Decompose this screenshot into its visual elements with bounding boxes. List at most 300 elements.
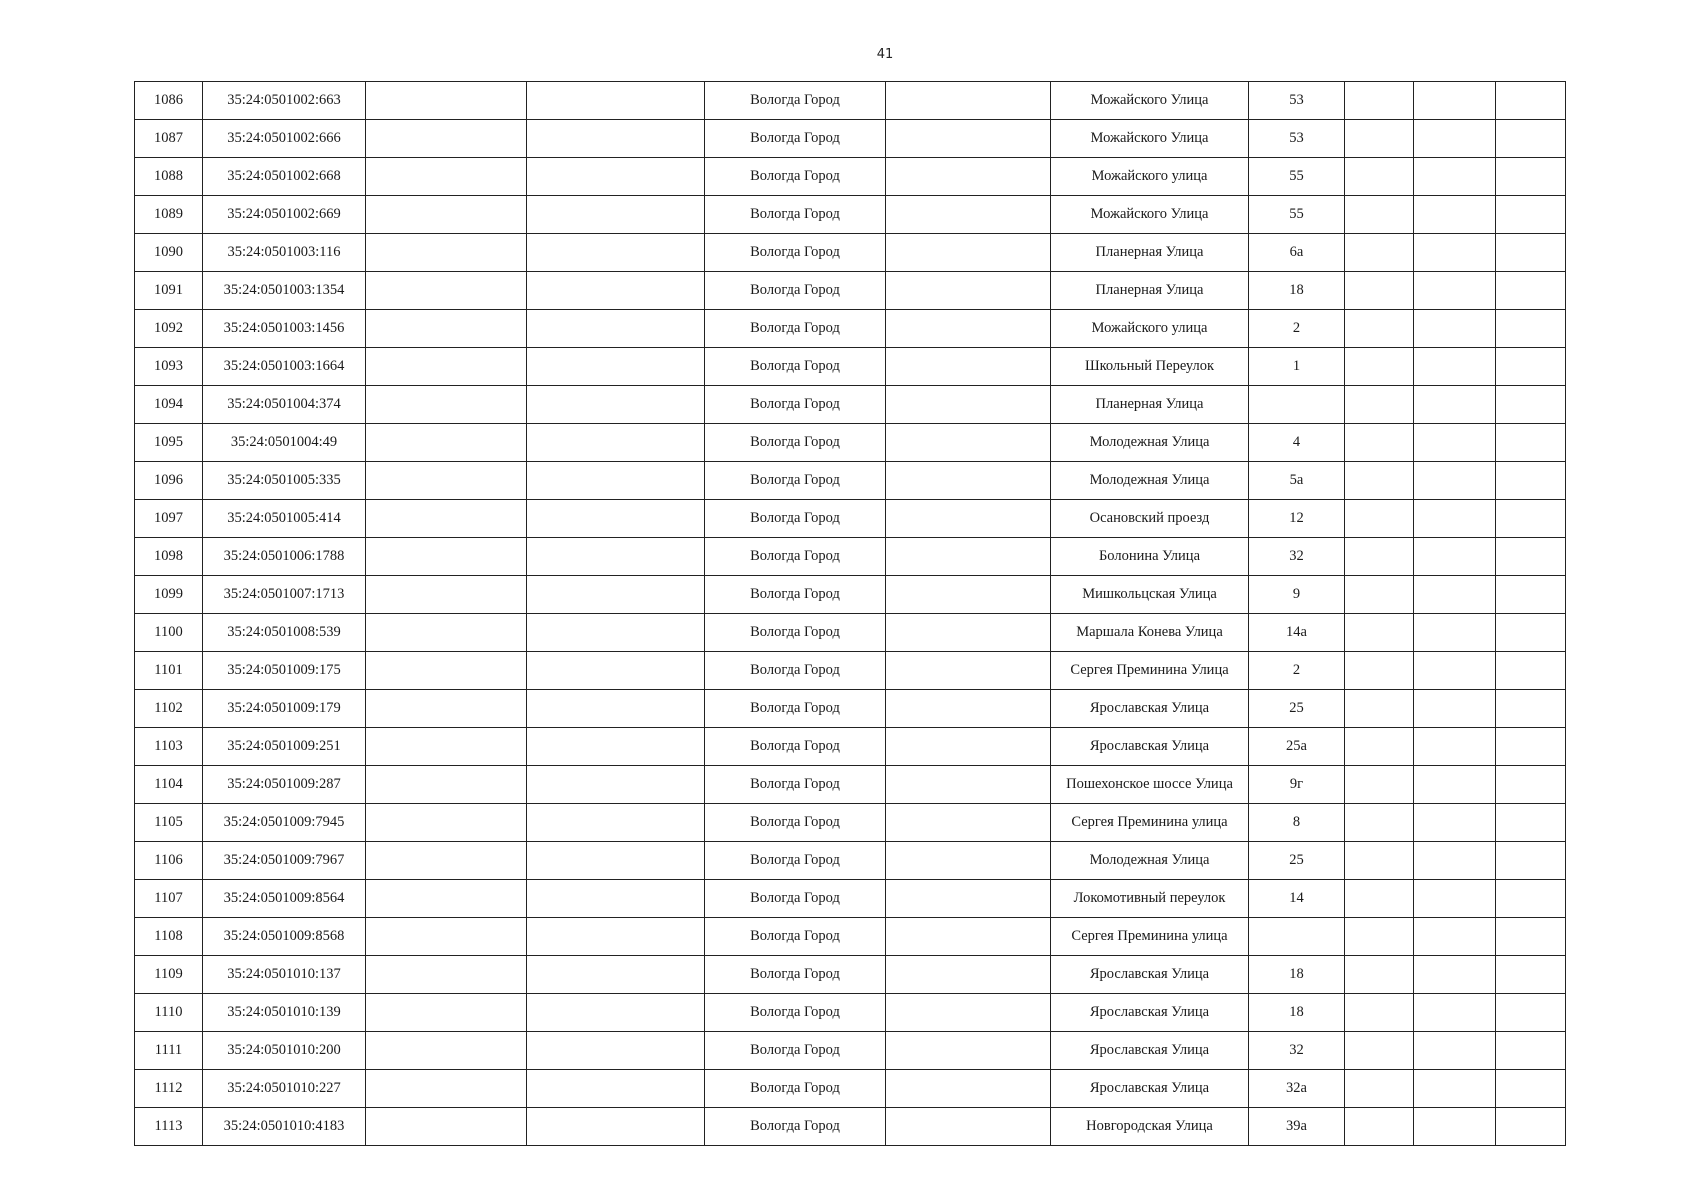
cell-cadastral-number: 35:24:0501009:7967 [203,842,366,880]
cell-empty [1496,880,1566,918]
cell-empty [886,500,1051,538]
cell-empty [1496,576,1566,614]
cell-empty [886,348,1051,386]
cell-street: Ярославская Улица [1051,956,1249,994]
cell-city: Вологда Город [705,196,886,234]
cell-cadastral-number: 35:24:0501009:287 [203,766,366,804]
cell-cadastral-number: 35:24:0501002:663 [203,82,366,120]
cell-row-number: 1093 [135,348,203,386]
cell-empty [1496,538,1566,576]
cell-empty [1496,386,1566,424]
cell-house-number: 4 [1249,424,1345,462]
cell-cadastral-number: 35:24:0501009:179 [203,690,366,728]
cell-house-number: 12 [1249,500,1345,538]
cell-empty [1414,234,1496,272]
cell-empty [1345,880,1414,918]
cell-cadastral-number: 35:24:0501010:4183 [203,1108,366,1146]
cell-empty [1414,804,1496,842]
cell-empty [1345,614,1414,652]
cell-city: Вологда Город [705,880,886,918]
cell-empty [1496,82,1566,120]
table-row [135,614,1566,652]
cell-empty [527,120,705,158]
cell-empty [366,538,527,576]
cell-city: Вологда Город [705,82,886,120]
cell-house-number: 1 [1249,348,1345,386]
cell-empty [366,424,527,462]
table-row [135,842,1566,880]
cell-house-number: 9 [1249,576,1345,614]
cell-empty [1345,690,1414,728]
cell-empty [1345,272,1414,310]
cell-city: Вологда Город [705,956,886,994]
cell-cadastral-number: 35:24:0501003:116 [203,234,366,272]
cell-empty [1414,614,1496,652]
cell-empty [886,234,1051,272]
cell-street: Можайского Улица [1051,82,1249,120]
cell-city: Вологда Город [705,1032,886,1070]
cell-empty [366,956,527,994]
cell-empty [527,880,705,918]
cell-street: Новгородская Улица [1051,1108,1249,1146]
cell-cadastral-number: 35:24:0501003:1354 [203,272,366,310]
cell-empty [1414,386,1496,424]
cell-empty [366,120,527,158]
cell-street: Можайского улица [1051,310,1249,348]
cell-city: Вологда Город [705,234,886,272]
table-row [135,424,1566,462]
cell-empty [527,1032,705,1070]
cell-empty [1345,956,1414,994]
cell-empty [886,538,1051,576]
cell-cadastral-number: 35:24:0501005:335 [203,462,366,500]
cell-empty [527,462,705,500]
cell-empty [1496,842,1566,880]
cell-street: Можайского Улица [1051,196,1249,234]
table-row [135,1108,1566,1146]
cell-cadastral-number: 35:24:0501010:200 [203,1032,366,1070]
cell-row-number: 1113 [135,1108,203,1146]
cell-house-number: 32 [1249,1032,1345,1070]
cell-empty [1414,348,1496,386]
cell-empty [1414,538,1496,576]
cell-street: Молодежная Улица [1051,842,1249,880]
cell-empty [886,120,1051,158]
cell-city: Вологда Город [705,766,886,804]
cell-city: Вологда Город [705,424,886,462]
cell-street: Ярославская Улица [1051,994,1249,1032]
cell-house-number: 32а [1249,1070,1345,1108]
cell-empty [1496,424,1566,462]
cell-empty [527,614,705,652]
table-row [135,310,1566,348]
cell-empty [1345,918,1414,956]
cell-empty [886,386,1051,424]
cell-empty [1496,234,1566,272]
cell-city: Вологда Город [705,576,886,614]
cell-empty [1345,1108,1414,1146]
cell-empty [1414,1032,1496,1070]
cell-cadastral-number: 35:24:0501003:1456 [203,310,366,348]
cell-empty [366,1070,527,1108]
cell-empty [1496,120,1566,158]
table-row [135,880,1566,918]
cell-empty [1345,1032,1414,1070]
cell-row-number: 1112 [135,1070,203,1108]
cell-empty [1496,956,1566,994]
cell-empty [1496,994,1566,1032]
cell-house-number [1249,386,1345,424]
cell-house-number: 9г [1249,766,1345,804]
cell-street: Локомотивный переулок [1051,880,1249,918]
cell-city: Вологда Город [705,348,886,386]
cell-house-number: 39а [1249,1108,1345,1146]
cell-row-number: 1091 [135,272,203,310]
table-row [135,158,1566,196]
cell-empty [1496,500,1566,538]
table-row [135,234,1566,272]
cell-empty [1414,880,1496,918]
page-number: 41 [876,47,894,62]
cell-empty [527,538,705,576]
cell-cadastral-number: 35:24:0501005:414 [203,500,366,538]
cell-city: Вологда Город [705,538,886,576]
table-row [135,956,1566,994]
cell-street: Ярославская Улица [1051,690,1249,728]
cell-row-number: 1108 [135,918,203,956]
cell-empty [527,728,705,766]
cell-empty [1414,1108,1496,1146]
cell-empty [366,310,527,348]
cell-empty [366,386,527,424]
cell-city: Вологда Город [705,728,886,766]
cell-empty [527,994,705,1032]
cell-empty [1496,1032,1566,1070]
cell-empty [366,500,527,538]
table-row [135,994,1566,1032]
cell-street: Мишкольцская Улица [1051,576,1249,614]
cell-empty [886,690,1051,728]
cell-empty [1345,424,1414,462]
cell-street: Молодежная Улица [1051,462,1249,500]
cell-empty [527,652,705,690]
cell-street: Маршала Конева Улица [1051,614,1249,652]
cell-empty [1345,576,1414,614]
cell-empty [366,690,527,728]
cell-row-number: 1089 [135,196,203,234]
cell-empty [1496,196,1566,234]
table-row [135,576,1566,614]
cell-empty [1496,310,1566,348]
cell-row-number: 1102 [135,690,203,728]
cell-cadastral-number: 35:24:0501006:1788 [203,538,366,576]
cell-house-number: 2 [1249,310,1345,348]
cell-empty [1414,728,1496,766]
cell-empty [527,158,705,196]
cell-city: Вологда Город [705,918,886,956]
cell-row-number: 1103 [135,728,203,766]
cell-empty [366,1032,527,1070]
cell-empty [366,842,527,880]
cell-empty [1496,690,1566,728]
table-row [135,500,1566,538]
cell-street: Пошехонское шоссе Улица [1051,766,1249,804]
cell-empty [366,348,527,386]
cell-empty [1496,1070,1566,1108]
table-row [135,120,1566,158]
cell-row-number: 1104 [135,766,203,804]
cell-empty [1414,1070,1496,1108]
cell-street: Осановский проезд [1051,500,1249,538]
cell-empty [1496,158,1566,196]
cell-empty [886,918,1051,956]
cell-house-number: 18 [1249,994,1345,1032]
cell-house-number: 32 [1249,538,1345,576]
cell-empty [1496,272,1566,310]
cell-empty [527,576,705,614]
cell-street: Молодежная Улица [1051,424,1249,462]
cell-empty [1496,614,1566,652]
cell-empty [886,310,1051,348]
cell-empty [1345,994,1414,1032]
table-row [135,918,1566,956]
cell-empty [886,728,1051,766]
cell-empty [527,272,705,310]
cell-empty [1345,728,1414,766]
cell-empty [527,690,705,728]
cell-empty [886,614,1051,652]
cell-house-number: 25 [1249,690,1345,728]
cell-empty [1345,158,1414,196]
table-row [135,462,1566,500]
cell-empty [1414,842,1496,880]
cell-empty [1345,348,1414,386]
cell-cadastral-number: 35:24:0501007:1713 [203,576,366,614]
cell-empty [886,1032,1051,1070]
cell-empty [527,766,705,804]
cell-empty [1345,310,1414,348]
table-row [135,1032,1566,1070]
cell-empty [527,348,705,386]
cell-empty [1414,918,1496,956]
cell-empty [527,424,705,462]
cell-empty [366,462,527,500]
cell-city: Вологда Город [705,386,886,424]
cell-city: Вологда Город [705,120,886,158]
cell-city: Вологда Город [705,690,886,728]
cell-row-number: 1109 [135,956,203,994]
cell-empty [366,652,527,690]
cell-empty [366,766,527,804]
cell-empty [1345,120,1414,158]
cell-row-number: 1107 [135,880,203,918]
cell-city: Вологда Город [705,158,886,196]
cell-row-number: 1088 [135,158,203,196]
cell-street: Ярославская Улица [1051,1032,1249,1070]
cell-empty [366,158,527,196]
cell-house-number: 14а [1249,614,1345,652]
table-row [135,1070,1566,1108]
cell-house-number: 53 [1249,120,1345,158]
cell-empty [366,804,527,842]
cell-cadastral-number: 35:24:0501009:251 [203,728,366,766]
cell-empty [886,842,1051,880]
cell-empty [1414,576,1496,614]
cell-street: Сергея Преминина Улица [1051,652,1249,690]
cell-cadastral-number: 35:24:0501010:227 [203,1070,366,1108]
cell-empty [527,956,705,994]
cell-house-number: 14 [1249,880,1345,918]
cell-empty [1414,272,1496,310]
cell-empty [1345,462,1414,500]
cell-row-number: 1097 [135,500,203,538]
cell-cadastral-number: 35:24:0501002:668 [203,158,366,196]
cell-city: Вологда Город [705,614,886,652]
cell-cadastral-number: 35:24:0501010:139 [203,994,366,1032]
cell-row-number: 1086 [135,82,203,120]
cell-row-number: 1105 [135,804,203,842]
cell-empty [1414,158,1496,196]
cell-empty [527,234,705,272]
table-row [135,804,1566,842]
cell-row-number: 1092 [135,310,203,348]
cell-row-number: 1090 [135,234,203,272]
cell-cadastral-number: 35:24:0501004:374 [203,386,366,424]
table-row [135,728,1566,766]
table-row [135,690,1566,728]
cell-house-number: 18 [1249,956,1345,994]
cell-empty [886,804,1051,842]
cell-row-number: 1096 [135,462,203,500]
cell-empty [1496,804,1566,842]
cell-empty [366,576,527,614]
cell-empty [366,82,527,120]
cell-cadastral-number: 35:24:0501009:8568 [203,918,366,956]
cell-empty [1496,462,1566,500]
cell-house-number: 25а [1249,728,1345,766]
cell-empty [366,234,527,272]
cell-empty [1496,652,1566,690]
cell-house-number [1249,918,1345,956]
cell-empty [366,918,527,956]
cell-house-number: 8 [1249,804,1345,842]
cell-empty [886,766,1051,804]
cell-cadastral-number: 35:24:0501009:175 [203,652,366,690]
cell-row-number: 1106 [135,842,203,880]
cell-empty [527,804,705,842]
cell-cadastral-number: 35:24:0501002:669 [203,196,366,234]
cell-empty [527,1108,705,1146]
table-row [135,196,1566,234]
cell-street: Сергея Преминина улица [1051,804,1249,842]
cell-row-number: 1101 [135,652,203,690]
cell-cadastral-number: 35:24:0501004:49 [203,424,366,462]
cell-street: Можайского улица [1051,158,1249,196]
cell-empty [1345,82,1414,120]
cell-row-number: 1100 [135,614,203,652]
cell-cadastral-number: 35:24:0501010:137 [203,956,366,994]
cell-empty [886,994,1051,1032]
cell-city: Вологда Город [705,652,886,690]
cell-empty [1345,196,1414,234]
cell-empty [1345,234,1414,272]
cell-empty [886,462,1051,500]
cell-city: Вологда Город [705,272,886,310]
cell-city: Вологда Город [705,310,886,348]
registry-body [135,82,1566,1146]
cell-street: Сергея Преминина улица [1051,918,1249,956]
cell-house-number: 53 [1249,82,1345,120]
cell-empty [1414,766,1496,804]
cell-house-number: 55 [1249,158,1345,196]
cell-house-number: 5а [1249,462,1345,500]
cell-street: Болонина Улица [1051,538,1249,576]
cell-empty [886,272,1051,310]
cell-empty [527,82,705,120]
cell-empty [1345,804,1414,842]
cell-empty [1414,196,1496,234]
cell-empty [886,424,1051,462]
cell-cadastral-number: 35:24:0501002:666 [203,120,366,158]
cell-empty [1414,310,1496,348]
cell-empty [886,880,1051,918]
cell-empty [1345,538,1414,576]
cell-empty [527,918,705,956]
cell-house-number: 18 [1249,272,1345,310]
cell-empty [527,196,705,234]
cell-empty [366,614,527,652]
cell-empty [1345,1070,1414,1108]
table-row [135,766,1566,804]
cell-city: Вологда Город [705,842,886,880]
cell-empty [1345,386,1414,424]
cell-empty [1345,766,1414,804]
table-row [135,386,1566,424]
cell-empty [1414,82,1496,120]
cell-house-number: 6а [1249,234,1345,272]
cell-empty [1414,994,1496,1032]
cell-empty [1414,500,1496,538]
cell-city: Вологда Город [705,1108,886,1146]
cell-empty [366,880,527,918]
cell-row-number: 1094 [135,386,203,424]
cell-cadastral-number: 35:24:0501008:539 [203,614,366,652]
cell-city: Вологда Город [705,994,886,1032]
cell-street: Планерная Улица [1051,272,1249,310]
table-row [135,538,1566,576]
cell-city: Вологда Город [705,500,886,538]
cell-street: Школьный Переулок [1051,348,1249,386]
cell-empty [527,310,705,348]
cell-empty [1345,842,1414,880]
cell-empty [527,842,705,880]
cell-empty [1414,690,1496,728]
cell-city: Вологда Город [705,1070,886,1108]
cell-empty [1345,652,1414,690]
cell-empty [1414,462,1496,500]
registry-table [134,81,1566,1146]
cell-empty [886,576,1051,614]
cell-house-number: 25 [1249,842,1345,880]
cell-row-number: 1098 [135,538,203,576]
cell-empty [366,994,527,1032]
cell-row-number: 1110 [135,994,203,1032]
cell-cadastral-number: 35:24:0501003:1664 [203,348,366,386]
cell-street: Планерная Улица [1051,234,1249,272]
cell-empty [886,82,1051,120]
cell-empty [1414,424,1496,462]
table-row [135,272,1566,310]
